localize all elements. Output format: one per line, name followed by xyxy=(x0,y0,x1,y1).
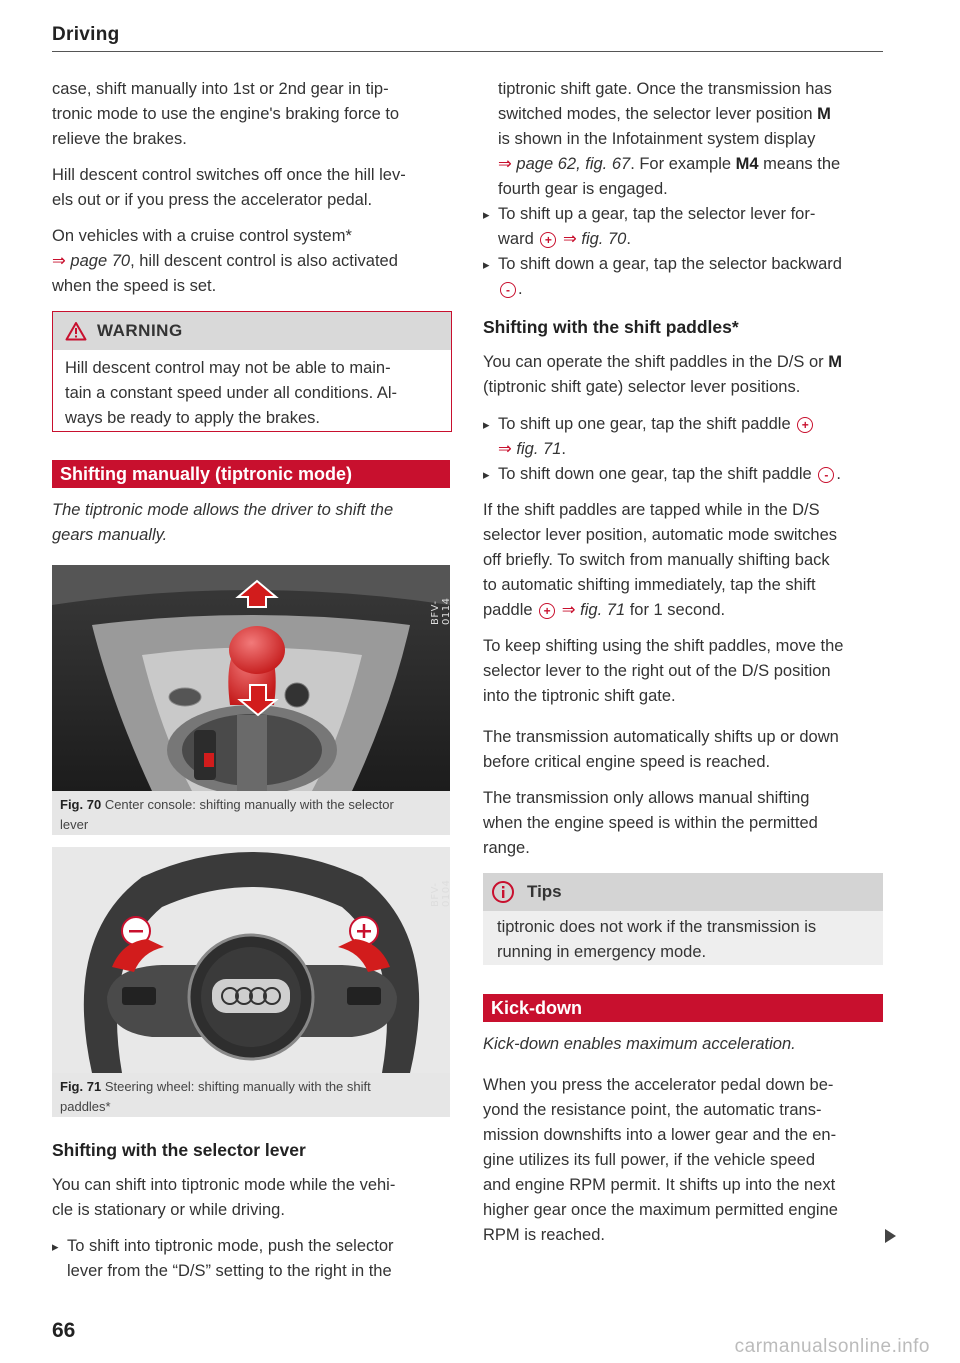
tips-header xyxy=(483,873,883,911)
figure-link[interactable]: fig. 70 xyxy=(581,230,627,248)
paragraph-keep-shifting: To keep shifting using the shift paddles, move the selector lever to the right out of the D/S position into the tiptronic shift gate. xyxy=(483,637,844,705)
warning-text: Hill descent control may not be able to main- tain a constant speed under all conditions. Al- ways be ready to apply the brakes. xyxy=(65,359,398,427)
paragraph-brakes: case, shift manually into 1st or 2nd gear in tip- tronic mode to use the engine's braking force to relieve the brakes. xyxy=(52,80,400,148)
tips-text: tiptronic does not work if the transmission is running in emergency mode. xyxy=(497,918,817,961)
figure-code: BFV-0104 xyxy=(430,879,452,907)
warning-title: WARNING xyxy=(97,321,183,340)
bullet-shift-into-tiptronic: ▸ To shift into tiptronic mode, push the selector lever from the “D/S” setting to the right in the xyxy=(52,1234,457,1284)
steering-wheel-illustration xyxy=(52,847,450,1073)
warning-triangle-icon xyxy=(65,321,87,341)
page-link[interactable]: page 70 xyxy=(70,252,131,270)
paragraph-hill-descent-off: Hill descent control switches off once the hill lev- els out or if you press the accelerator pedal. xyxy=(52,166,406,209)
arrow-icon: ⇒ xyxy=(561,601,576,619)
arrow-icon: ⇒ xyxy=(52,252,66,270)
center-console-illustration xyxy=(52,565,450,791)
section-intro-tiptronic: The tiptronic mode allows the driver to shift the gears manually. xyxy=(52,501,394,544)
paragraph-auto-shift: The transmission automatically shifts up or down before critical engine speed is reached. xyxy=(483,728,839,771)
subheading-shift-paddles: Shifting with the shift paddles* xyxy=(483,317,739,337)
figure-caption: Fig. 70 Center console: shifting manually with the selector lever xyxy=(60,797,394,832)
bullet-paddle-up: ▸ To shift up one gear, tap the shift paddle + ⇒ fig. 71. xyxy=(483,412,898,462)
tips-box xyxy=(483,873,883,965)
page-number: 66 xyxy=(52,1319,76,1342)
paragraph-selector-lever: You can shift into tiptronic mode while the vehi- cle is stationary or while driving. xyxy=(52,1176,396,1219)
bullet-paddle-down: ▸ To shift down one gear, tap the shift paddle - . xyxy=(483,462,898,487)
paragraph-cruise-control: On vehicles with a cruise control system* ⇒ page 70, hill descent control is also activated when the speed is set. xyxy=(52,227,398,295)
watermark: carmanualsonline.info xyxy=(734,1336,930,1357)
continue-arrow-icon xyxy=(885,1229,896,1243)
section-heading-kick-down: Kick-down xyxy=(483,994,883,1022)
figure-71 xyxy=(52,847,450,1117)
figure-70 xyxy=(52,565,450,835)
tips-title: Tips xyxy=(527,882,562,901)
paragraph-manual-allowed: The transmission only allows manual shifting when the engine speed is within the permitted range. xyxy=(483,789,818,857)
bullet-shift-up-gear: ▸ To shift up a gear, tap the selector lever for- ward + ⇒ fig. 70. xyxy=(483,202,898,252)
info-icon xyxy=(491,880,515,904)
section-heading-tiptronic: Shifting manually (tiptronic mode) xyxy=(52,460,450,488)
arrow-icon: ⇒ xyxy=(498,155,512,173)
section-intro-kick-down: Kick-down enables maximum acceleration. xyxy=(483,1035,796,1053)
figure-link[interactable]: fig. 71 xyxy=(516,440,562,458)
bullet-shift-down-gear: ▸ To shift down a gear, tap the selector backward - . xyxy=(483,252,898,302)
plus-symbol-icon: + xyxy=(539,603,555,619)
arrow-icon: ⇒ xyxy=(498,440,512,458)
arrow-icon: ⇒ xyxy=(562,230,577,248)
header-divider xyxy=(52,51,883,52)
paragraph-kick-down: When you press the accelerator pedal down be- yond the resistance point, the automatic trans- mission downshifts into a lower gear and the en- gine utilizes its full power, if the vehicle speed and engine RPM permit. It shifts up into the next higher gear once the maximum permitted engine RPM is reached. xyxy=(483,1076,838,1244)
paragraph-shift-paddles: You can operate the shift paddles in the D/S or M (tiptronic shift gate) selector lever positions. xyxy=(483,353,842,396)
page-link[interactable]: page 62, fig. 67 xyxy=(516,155,631,173)
minus-symbol-icon: - xyxy=(500,282,516,298)
plus-symbol-icon: + xyxy=(797,417,813,433)
figure-code: BFV-0114 xyxy=(430,597,452,625)
figure-link[interactable]: fig. 71 xyxy=(580,601,626,619)
minus-symbol-icon: - xyxy=(818,467,834,483)
figure-caption: Fig. 71 Steering wheel: shifting manually with the shift paddles* xyxy=(60,1079,371,1114)
warning-header xyxy=(53,312,451,350)
plus-symbol-icon: + xyxy=(540,232,556,248)
subheading-selector-lever: Shifting with the selector lever xyxy=(52,1140,306,1160)
paragraph-automatic-mode: If the shift paddles are tapped while in the D/S selector lever position, automatic mode switches off briefly. To switch from manually shifting back to automatic shifting immediately, tap the shift paddle + ⇒ fig. 71 for 1 second. xyxy=(483,501,837,619)
page-header-title: Driving xyxy=(52,24,120,45)
paragraph-tiptronic-gate: tiptronic shift gate. Once the transmission has switched modes, the selector lever position M is shown in the Infotainment system display ⇒ page 62, fig. 67. For example M4 means the fourth gear is engaged. xyxy=(498,80,841,198)
warning-box xyxy=(52,311,452,432)
